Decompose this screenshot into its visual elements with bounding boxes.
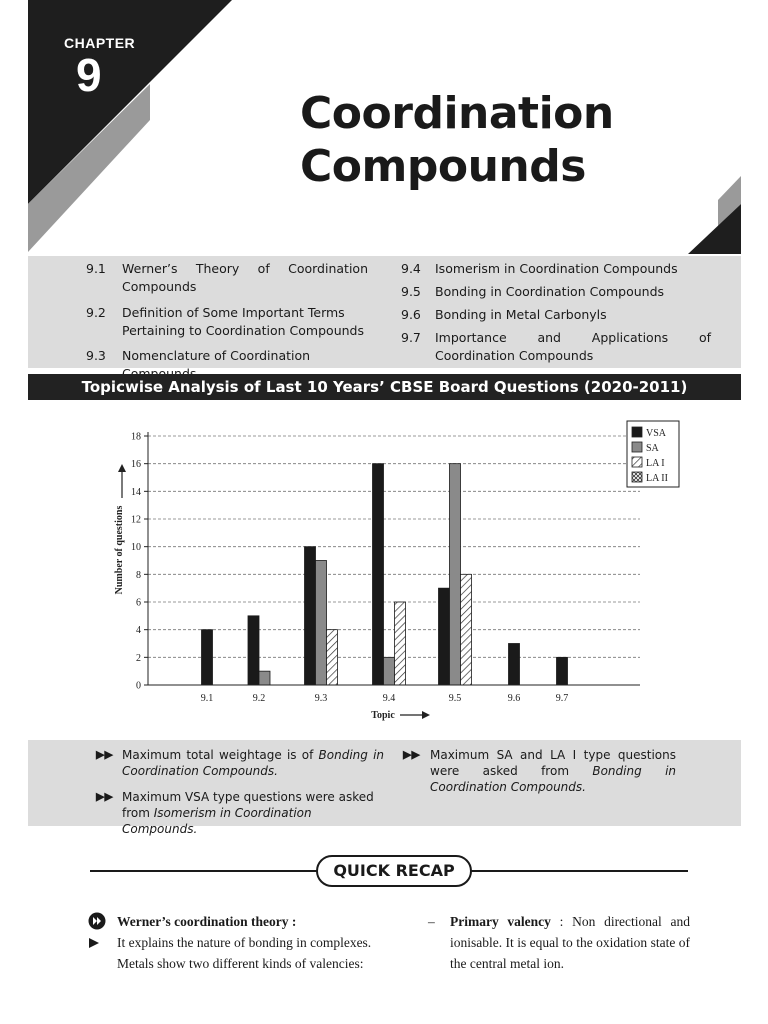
note-text: Maximum total weightage is of: [122, 748, 319, 762]
x-axis-title: Topic: [371, 710, 395, 721]
topic-text: Definition of Some Important Terms Pertaining to Coordination Compounds: [122, 305, 364, 338]
legend-label: LA II: [646, 473, 668, 484]
chapter-number: 9: [76, 49, 102, 101]
bar-vsa: [373, 464, 384, 685]
legend-swatch: [632, 427, 642, 437]
bar-sa: [259, 671, 270, 685]
note-italic: Isomerism in Coordination Compounds.: [122, 806, 312, 836]
title-line-2: Compounds: [300, 140, 586, 192]
topic-number: 9.7: [401, 330, 421, 345]
primary-valency-text: [450, 911, 690, 974]
double-arrow-icon: ▶▶: [96, 791, 113, 803]
topic-text: Bonding in Metal Carbonyls: [435, 307, 607, 322]
topic-text: Bonding in Coordination Compounds: [435, 284, 665, 299]
recap-rule-left: [90, 870, 318, 872]
double-arrow-icon: ▶▶: [403, 749, 420, 761]
weightage-note: [430, 747, 676, 795]
topic-text: Isomerism in Coordination Compounds: [435, 261, 678, 276]
topic-text: Werner’s Theory of Coordination Compounds: [122, 261, 368, 294]
y-axis-arrowhead: [118, 464, 126, 472]
x-axis-arrowhead: [422, 711, 430, 719]
x-tick-label: 9.7: [555, 693, 569, 704]
x-tick-label: 9.6: [507, 693, 521, 704]
topic-number: 9.4: [401, 261, 421, 276]
topic-item: [401, 329, 711, 365]
topic-text: Importance and Applications of Coordination Compounds: [435, 330, 711, 363]
y-tick-label: 10: [131, 542, 141, 554]
topic-bar-chart: [100, 418, 690, 728]
bar-la-i: [461, 574, 472, 685]
y-tick-label: 0: [136, 680, 141, 692]
note-italic: Bonding in Coordination Compounds.: [122, 748, 385, 778]
bar-vsa: [509, 644, 520, 686]
bar-vsa: [305, 547, 316, 685]
recap-point: It explains the nature of bonding in complexes. Metals show two different kinds of valencies:: [117, 935, 372, 971]
x-tick-label: 9.4: [382, 693, 396, 704]
topic-number: 9.2: [86, 305, 106, 320]
weightage-note: [122, 747, 384, 779]
topic-number: 9.1: [86, 261, 106, 276]
y-tick-label: 18: [131, 431, 141, 443]
chapter-label: CHAPTER: [64, 35, 136, 51]
x-tick-label: 9.3: [314, 693, 328, 704]
y-tick-label: 16: [131, 459, 141, 471]
quick-recap-title: QUICK RECAP: [316, 855, 472, 887]
y-axis-title: Number of questions: [114, 505, 125, 595]
double-arrow-icon: ▶▶: [96, 749, 113, 761]
legend-label: SA: [646, 443, 659, 454]
bar-vsa: [439, 588, 450, 685]
bar-vsa: [202, 630, 213, 685]
forward-circle-icon: [88, 912, 106, 930]
topic-number: 9.6: [401, 307, 421, 322]
primary-valency-label: Primary valency: [450, 914, 551, 929]
topic-item: [86, 260, 368, 296]
bar-vsa: [248, 616, 259, 685]
note-text: Maximum SA and LA I type questions were asked from: [430, 748, 676, 778]
legend-swatch: [632, 442, 642, 452]
x-tick-label: 9.1: [200, 693, 214, 704]
chapter-title: [300, 88, 614, 194]
primary-valency-desc: : Non directional and ionisable. It is equal to the oxidation state of the central metal ion.: [450, 914, 690, 971]
bar-la-i: [395, 602, 406, 685]
topic-item: [401, 306, 711, 324]
bar-la-i: [327, 630, 338, 685]
legend-swatch: [632, 457, 642, 467]
topics-box: [28, 256, 741, 368]
bar-sa: [384, 657, 395, 685]
dash-bullet: –: [428, 914, 435, 929]
triangle-bullet-icon: [88, 937, 100, 949]
y-tick-label: 6: [136, 597, 141, 609]
topic-item: [401, 260, 711, 278]
note-text: Maximum VSA type questions were asked from: [122, 790, 374, 820]
weightage-note: [122, 789, 388, 837]
topic-number: 9.3: [86, 348, 106, 363]
recap-rule-right: [470, 870, 688, 872]
topic-item: [86, 304, 368, 340]
analysis-title: Topicwise Analysis of Last 10 Years’ CBSE Board Questions (2020-2011): [28, 374, 741, 400]
topic-item: [401, 283, 711, 301]
topic-text: Nomenclature of Coordination: [122, 348, 311, 363]
y-tick-label: 12: [131, 514, 141, 526]
y-tick-label: 14: [131, 486, 141, 498]
legend-swatch: [632, 472, 642, 482]
legend-label: VSA: [646, 428, 667, 439]
x-tick-label: 9.2: [252, 693, 266, 704]
bar-sa: [450, 464, 461, 685]
corner-decoration-right: [688, 176, 741, 256]
x-tick-label: 9.5: [448, 693, 462, 704]
y-tick-label: 8: [136, 569, 141, 581]
legend-label: LA I: [646, 458, 665, 469]
bar-sa: [316, 561, 327, 686]
y-tick-label: 4: [136, 625, 141, 637]
weightage-box: [28, 740, 741, 836]
recap-heading: Werner’s coordination theory :: [117, 914, 297, 929]
y-tick-label: 2: [136, 652, 141, 664]
title-line-1: Coordination: [300, 88, 614, 139]
bar-vsa: [557, 657, 568, 685]
topic-number: 9.5: [401, 284, 421, 299]
note-italic: Bonding in Coordination Compounds.: [430, 764, 677, 794]
